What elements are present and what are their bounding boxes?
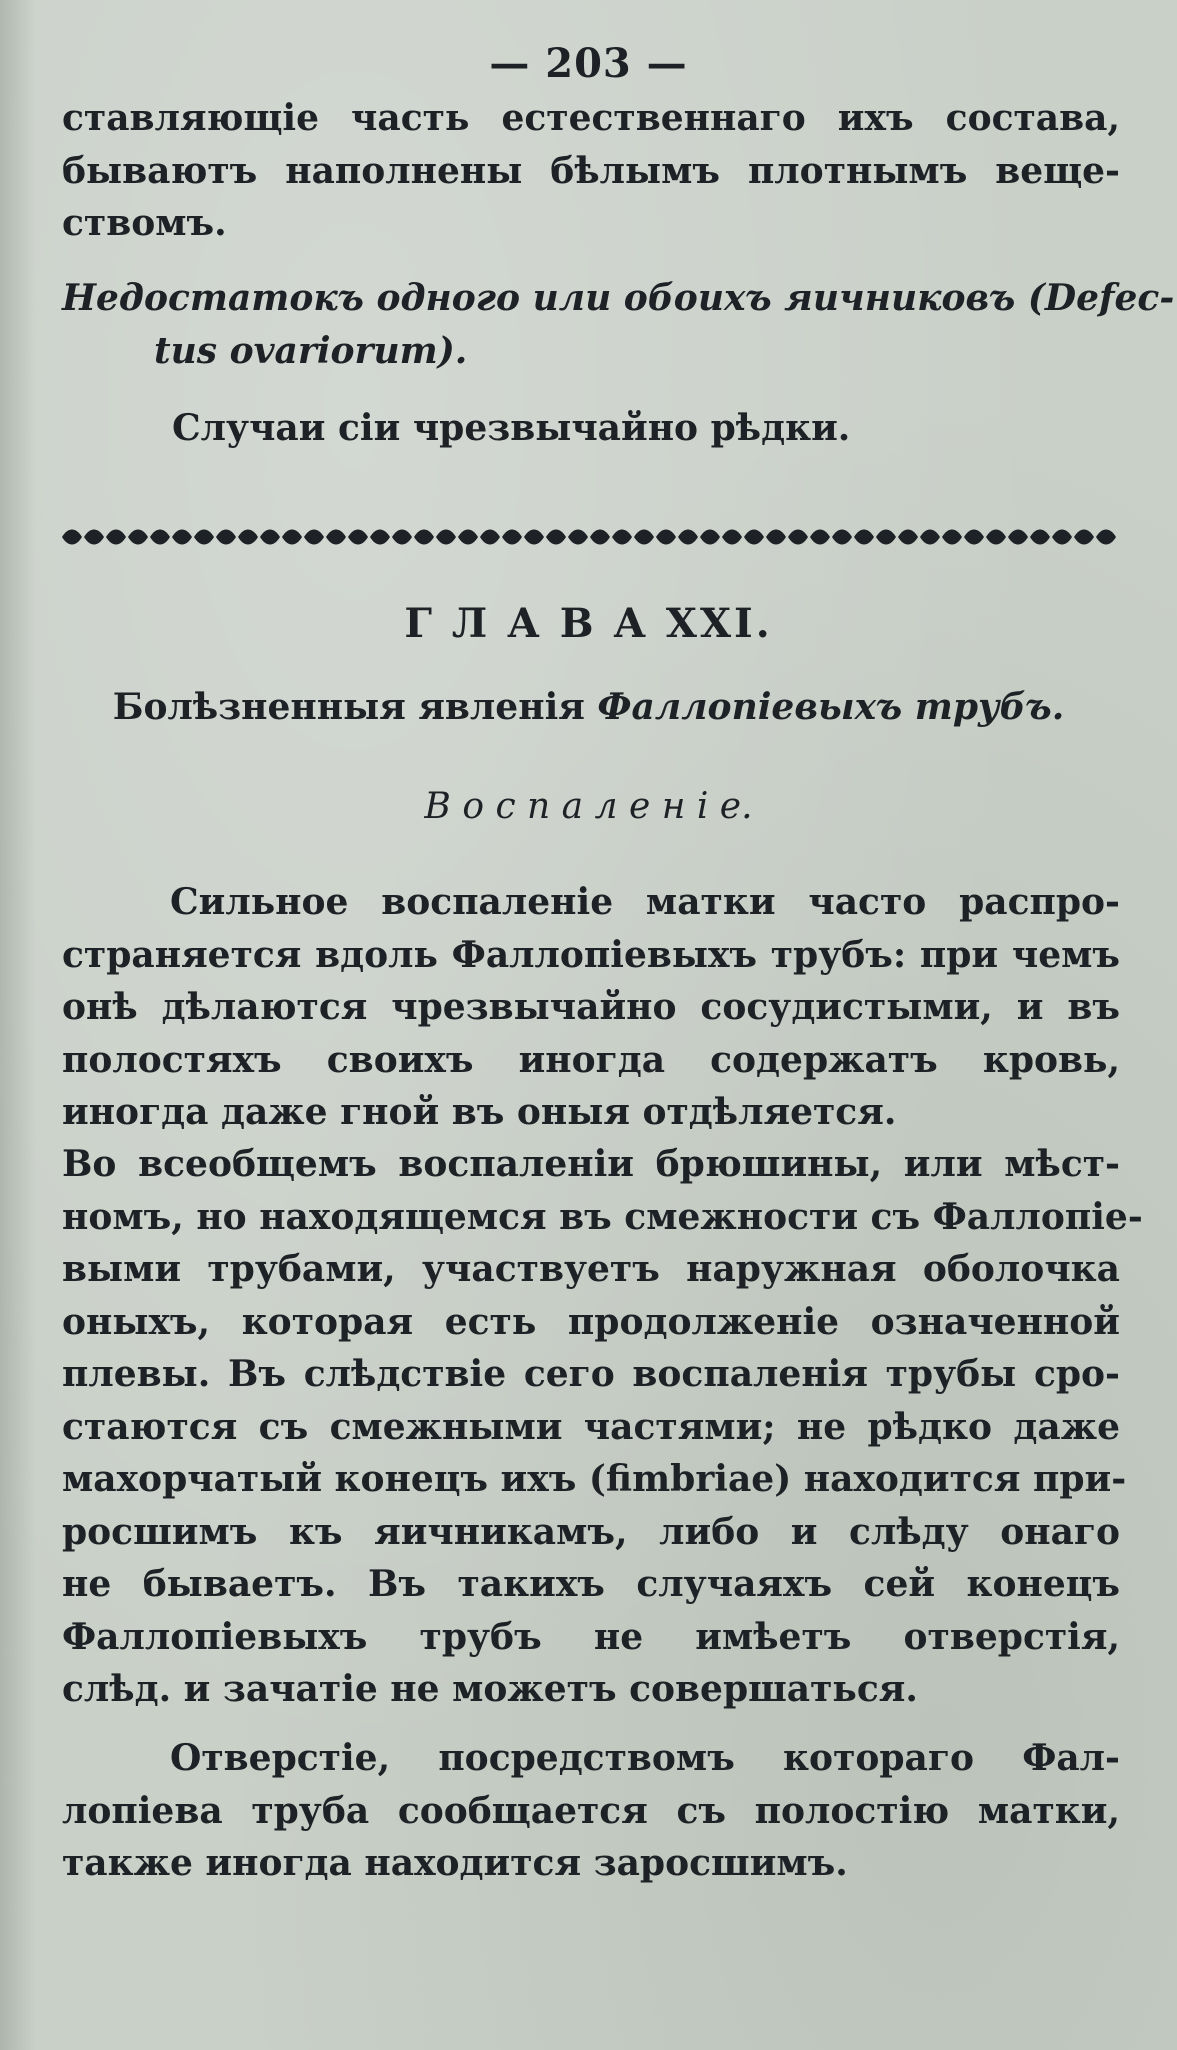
text-line: также иногда находится заросшимъ. (62, 1842, 848, 1884)
chapter-subtitle-italic: Фаллопіевыхъ трубъ. (597, 686, 1065, 728)
text-line: иногда даже гной въ оныя отдѣляется. (62, 1091, 897, 1133)
text-line: выми трубами, участвуетъ наружная оболочка (62, 1248, 1120, 1290)
text-line: Отверстіе, посредствомъ котораго Фал- (170, 1737, 1120, 1779)
chapter-subtitle (0, 686, 1177, 728)
top-paragraph (62, 92, 1120, 250)
paragraph-1 (62, 876, 1120, 1139)
decorative-rule (62, 524, 1120, 550)
text-line: ставляющіе часть естественнаго ихъ состава, (62, 97, 1120, 139)
text-line: слѣд. и зачатіе не можетъ совершаться. (62, 1668, 918, 1710)
text-line: плевы. Въ слѣдствіе сего воспаленія трубы сро- (62, 1353, 1120, 1395)
italic-subhead (62, 272, 1175, 377)
page-number: — 203 — (489, 40, 688, 87)
text-line: номъ, но находящемся въ смежности съ Фаллопіе- (62, 1195, 1143, 1238)
text-line: махорчатый конецъ ихъ (fimbriae) находится при- (62, 1458, 1127, 1500)
italic-subhead-line: tus ovariorum). (154, 329, 468, 372)
page-edge-shadow (0, 0, 36, 2050)
text-line: Случаи сіи чрезвычайно рѣдки. (172, 407, 851, 449)
short-paragraph (62, 402, 1120, 455)
chapter-title: Г Л А В А XXI. (404, 600, 773, 647)
text-line: Фаллопіевыхъ трубъ не имѣетъ отверстія, (62, 1615, 1120, 1658)
text-line: ствомъ. (62, 202, 227, 244)
italic-subhead-line: Недостатокъ одного или обоихъ яичниковъ (Defec- (62, 277, 1175, 319)
section-title: В о с п а л е н і е. (424, 786, 753, 827)
paragraph-3 (62, 1732, 1120, 1890)
paragraph-2 (62, 1138, 1143, 1716)
text-line: полостяхъ своихъ иногда содержатъ кровь, (62, 1038, 1120, 1081)
text-line: Сильное воспаленіе матки часто распро- (170, 881, 1120, 923)
text-line: онѣ дѣлаются чрезвычайно сосудистыми, и въ (62, 986, 1120, 1028)
text-line: оныхъ, которая есть продолженіе означенной (62, 1300, 1120, 1343)
text-line: не бываетъ. Въ такихъ случаяхъ сей конецъ (62, 1563, 1120, 1605)
text-line: стаются съ смежными частями; не рѣдко даже (62, 1405, 1120, 1448)
ornament-waves (62, 530, 1116, 545)
text-line: лопіева труба сообщается съ полостію матки, (62, 1789, 1120, 1832)
text-line: страняется вдоль Фаллопіевыхъ трубъ: при чемъ (62, 933, 1120, 976)
chapter-subtitle-regular: Болѣзненныя явленія (112, 686, 598, 728)
text-line: бываютъ наполнены бѣлымъ плотнымъ веще- (62, 149, 1120, 192)
text-line: Во всеобщемъ воспаленіи брюшины, или мѣст- (62, 1143, 1120, 1185)
text-line: росшимъ къ яичникамъ, либо и слѣду онаго (62, 1510, 1120, 1553)
